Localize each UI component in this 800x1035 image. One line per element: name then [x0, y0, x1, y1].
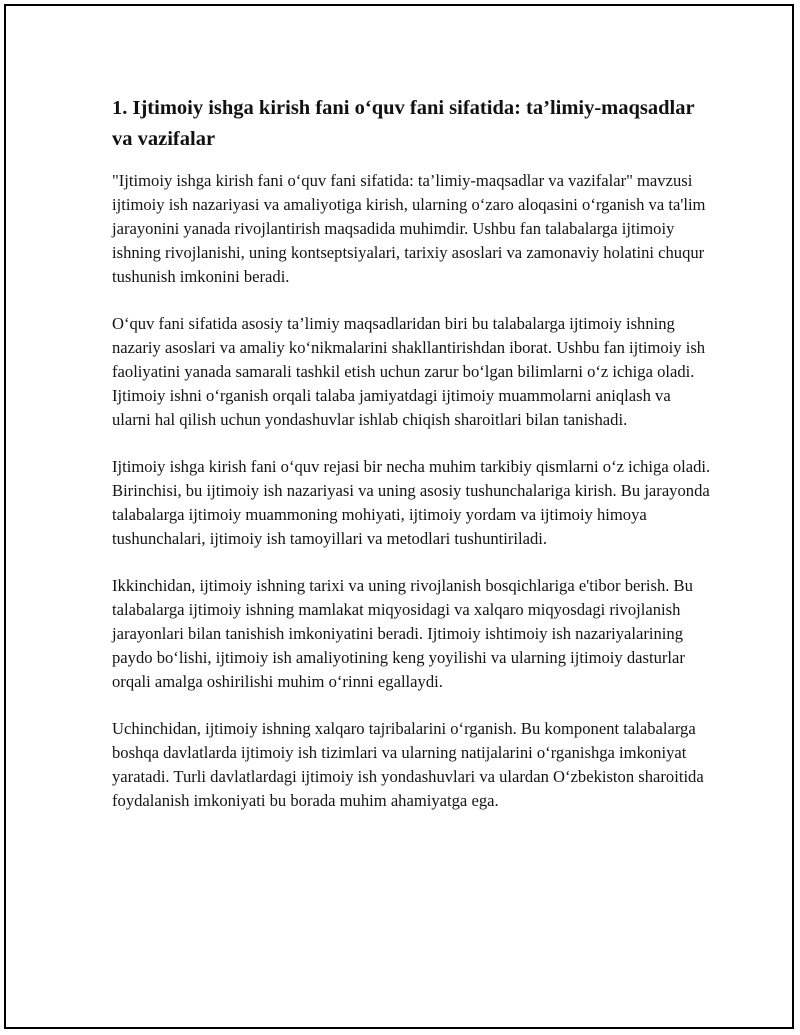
paragraph-intro: "Ijtimoiy ishga kirish fani o‘quv fani sifatida: ta’limiy-maqsadlar va vazifalar" mavzusi ijtimoiy ish nazariyasi va amaliyotiga kirish, ularning o‘zaro aloqasini o‘rganish va ta'lim jarayonini yanada rivojlantirish maqsadida muhimdir. Ushbu fan talabalarga ijtimoiy ishning rivojlanishi, uning kontseptsiyalari, tarixiy asoslari va zamonaviy holatini chuqur tushunish imkonini beradi. [112, 171, 706, 286]
paragraph-international: Uchinchidan, ijtimoiy ishning xalqaro tajribalarini o‘rganish. Bu komponent talabalarga boshqa davlatlarda ijtimoiy ish tizimlari va ularning natijalarini o‘rganishga imkoniyat yaratadi. Turli davlatlardagi ijtimoiy ish yondashuvlari va ulardan O‘zbekiston sharoitida foydalanish imkoniyati bu borada muhim ahamiyatga ega. [112, 719, 704, 810]
paragraph-history: Ikkinchidan, ijtimoiy ishning tarixi va uning rivojlanish bosqichlariga e'tibor berish. Bu talabalarga ijtimoiy ishning mamlakat miqyosidagi va xalqaro miqyosdagi rivojlanish jarayonlari bilan tanishish imkoniyatini beradi. Ijtimoiy ishtimoiy ish nazariyalarining paydo bo‘lishi, ijtimoiy ish amaliyotining keng yoyilishi va ularning ijtimoiy dasturlar orqali amalga oshirilishi muhim o‘rinni egallaydi. [112, 576, 693, 691]
section-title: 1. Ijtimoiy ishga kirish fani o‘quv fani sifatida: ta’limiy-maqsadlar va vazifalar [112, 97, 695, 150]
document-body [112, 93, 712, 836]
paragraph-goals: O‘quv fani sifatida asosiy ta’limiy maqsadlaridan biri bu talabalarga ijtimoiy ishning nazariy asoslari va amaliy ko‘nikmalarini shakllantirishdan iborat. Ushbu fan ijtimoiy ish faoliyatini yanada samarali tashkil etish uchun zarur bo‘lgan bilimlarni o‘z ichiga oladi. Ijtimoiy ishni o‘rganish orqali talaba jamiyatdagi ijtimoiy muammolarni aniqlash va ularni hal qilish uchun yondashuvlar ishlab chiqish sharoitlari bilan tanishadi. [112, 314, 706, 429]
paragraph-components: Ijtimoiy ishga kirish fani o‘quv rejasi bir necha muhim tarkibiy qismlarni o‘z ichiga oladi. Birinchisi, bu ijtimoiy ish nazariyasi va uning asosiy tushunchalariga kirish. Bu jarayonda talabalarga ijtimoiy muammoning mohiyati, ijtimoiy yordam va ijtimoiy himoya tushunchalari, ijtimoiy ish tamoyillari va metodlari tushuntiriladi. [112, 457, 711, 548]
